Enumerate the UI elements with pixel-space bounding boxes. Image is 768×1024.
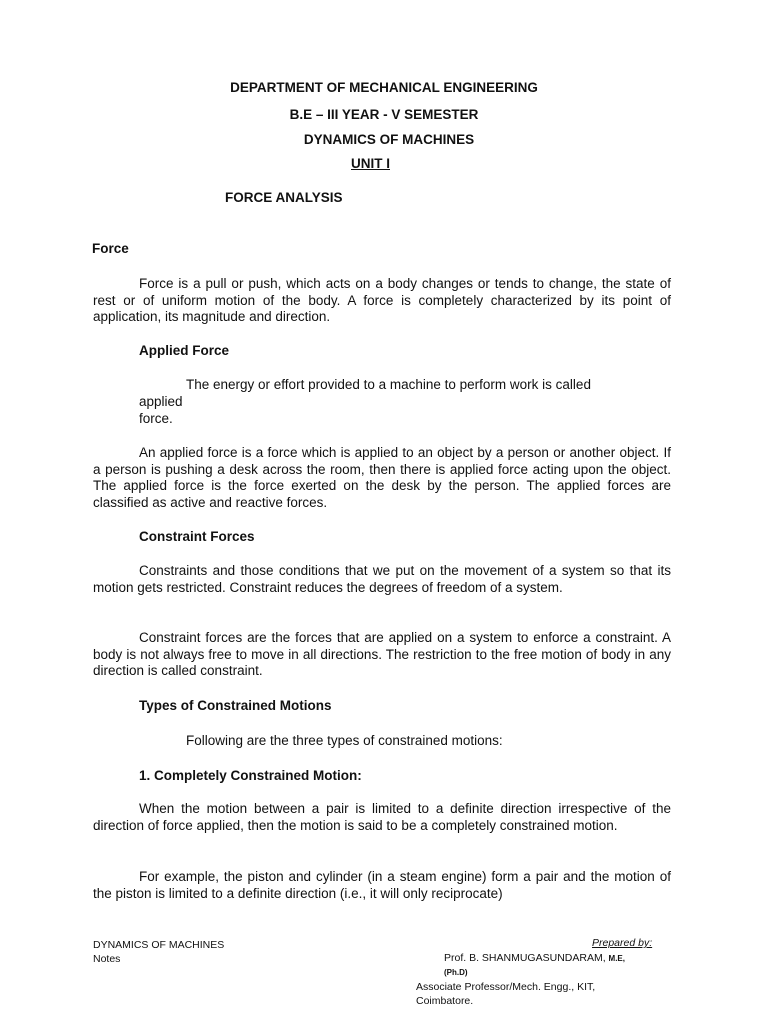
unit-title: UNIT I xyxy=(351,156,390,171)
applied-force-heading: Applied Force xyxy=(139,343,230,358)
footer-course: DYNAMICS OF MACHINES xyxy=(93,939,225,951)
subject-title: DYNAMICS OF MACHINES xyxy=(303,132,475,147)
constraint-paragraph-2: Constraint forces are the forces that are applied on a system to enforce a constraint. A body is not always free to move in all directions. The restriction to the free motion of body in any direction is called constraint. xyxy=(93,630,671,678)
types-heading: Types of Constrained Motions xyxy=(139,698,332,713)
completely-constrained-paragraph-2: For example, the piston and cylinder (in a steam engine) form a pair and the motion of the piston is limited to a definite direction (i.e., it will only reciprocate) xyxy=(93,869,671,901)
force-heading: Force xyxy=(92,241,129,256)
applied-force-line3: force. xyxy=(139,411,173,426)
completely-constrained-paragraph-1: When the motion between a pair is limited to a definite direction irrespective of the direction of force applied, then the motion is said to be a completely constrained motion. xyxy=(93,801,671,833)
author-phd: (Ph.D) xyxy=(444,968,468,977)
constraint-paragraph-1: Constraints and those conditions that we put on the movement of a system so that its motion gets restricted. Constraint reduces the degrees of freedom of a system. xyxy=(93,563,671,595)
topic-title: FORCE ANALYSIS xyxy=(225,190,343,205)
types-intro: Following are the three types of constrained motions: xyxy=(186,733,503,748)
author-name: Prof. B. SHANMUGASUNDARAM, xyxy=(444,952,606,964)
prepared-by-label: Prepared by: xyxy=(592,937,653,949)
author-designation: Associate Professor/Mech. Engg., KIT, xyxy=(416,981,596,993)
constraint-forces-heading: Constraint Forces xyxy=(139,529,255,544)
applied-force-line2: applied xyxy=(139,394,183,409)
year-semester: B.E – III YEAR - V SEMESTER xyxy=(289,107,479,122)
footer-notes: Notes xyxy=(93,953,121,965)
force-paragraph: Force is a pull or push, which acts on a body changes or tends to change, the state of rest or of uniform motion of the body. A force is completely characterized by its point of application, its magnitude and direction. xyxy=(93,276,671,324)
applied-force-line1: The energy or effort provided to a machine to perform work is called xyxy=(186,377,591,392)
author-city: Coimbatore. xyxy=(416,995,474,1007)
department-title: DEPARTMENT OF MECHANICAL ENGINEERING xyxy=(230,80,538,95)
completely-constrained-heading: 1. Completely Constrained Motion: xyxy=(139,768,362,783)
author-line xyxy=(444,952,625,964)
author-degree: M.E, xyxy=(608,954,625,963)
applied-force-paragraph: An applied force is a force which is applied to an object by a person or another object. If a person is pushing a desk across the room, then there is applied force acting upon the object. The applied force is the force exerted on the desk by the person. The applied forces are classified as active and reactive forces. xyxy=(93,445,671,510)
